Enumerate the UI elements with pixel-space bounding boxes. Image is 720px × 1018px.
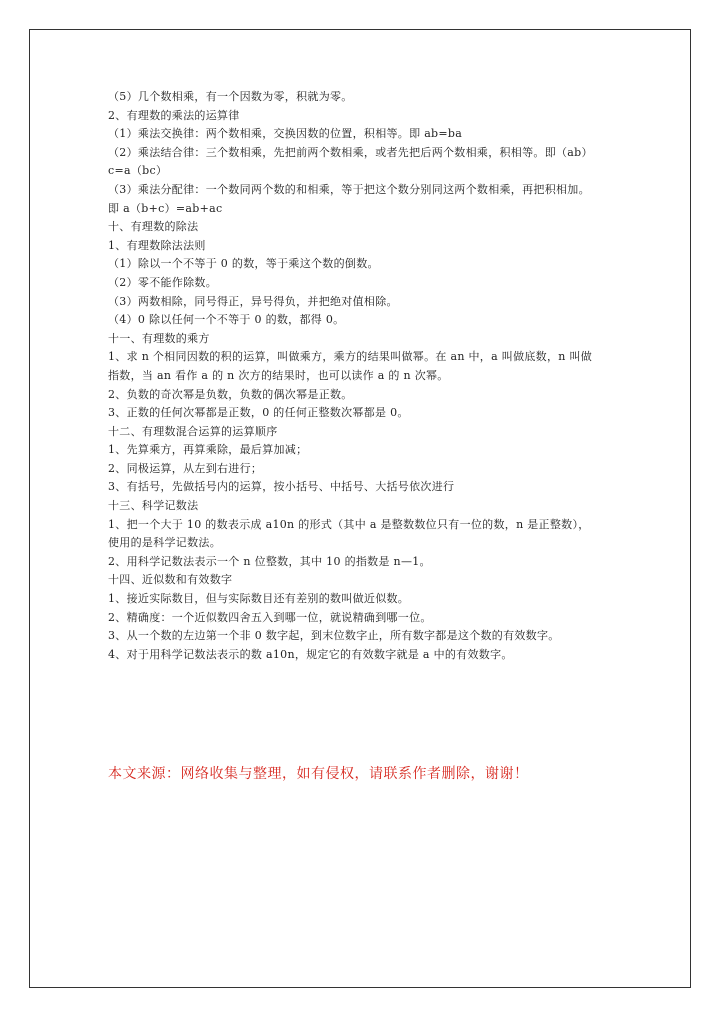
text-line: 1、先算乘方，再算乘除，最后算加减； [108,443,308,457]
text-line: 2、精确度：一个近似数四舍五入到哪一位，就说精确到哪一位。 [108,610,432,624]
text-line: （3）两数相除，同号得正，异号得负，并把绝对值相除。 [108,294,398,308]
text-line: 指数，当 an 看作 a 的 n 次方的结果时，也可以读作 a 的 n 次幂。 [108,368,449,382]
text-line: 1、把一个大于 10 的数表示成 a10n 的形式（其中 a 是整数数位只有一位的数，n 是正整数）， [108,517,590,531]
text-line: 即 a（b+c）=ab+ac [108,201,223,215]
section-heading: 十二、有理数混合运算的运算顺序 [108,424,278,438]
text-line: （4）0 除以任何一个不等于 0 的数，都得 0。 [108,313,345,327]
text-line: （1）除以一个不等于 0 的数，等于乘这个数的倒数。 [108,257,379,271]
text-line: 3、从一个数的左边第一个非 0 数字起，到末位数字止，所有数字都是这个数的有效数字。 [108,629,560,643]
text-line: 2、用科学记数法表示一个 n 位整数，其中 10 的指数是 n—1。 [108,554,431,568]
text-line: c=a（bc） [108,164,168,178]
text-line: 4、对于用科学记数法表示的数 a10n，规定它的有效数字就是 a 中的有效数字。 [108,647,513,661]
text-line: 2、同极运算，从左到右进行； [108,461,263,475]
section-heading: 十、有理数的除法 [108,220,199,234]
source-disclaimer: 本文来源：网络收集与整理，如有侵权，请联系作者删除，谢谢！ [108,766,529,782]
text-line: （2）乘法结合律：三个数相乘，先把前两个数相乘，或者先把后两个数相乘，积相等。即（ab） [108,145,593,159]
text-line: （2）零不能作除数。 [108,275,217,289]
text-line: 1、有理数除法法则 [108,238,206,252]
document-body [108,88,628,664]
section-heading: 十一、有理数的乘方 [108,331,210,345]
text-line: 3、有括号，先做括号内的运算，按小括号、中括号、大括号依次进行 [108,480,455,494]
text-line: 2、负数的奇次幂是负数，负数的偶次幂是正数。 [108,387,353,401]
text-line: 2、有理数的乘法的运算律 [108,108,240,122]
text-line: 1、接近实际数目，但与实际数目还有差别的数叫做近似数。 [108,592,410,606]
text-line: （5）几个数相乘，有一个因数为零，积就为零。 [108,90,353,103]
text-line: 3、正数的任何次幂都是正数，0 的任何正整数次幂都是 0。 [108,406,409,420]
section-heading: 十三、科学记数法 [108,499,199,513]
section-heading: 十四、近似数和有效数字 [108,573,233,587]
text-line: 使用的是科学记数法。 [108,536,221,550]
text-line: 1、求 n 个相同因数的积的运算，叫做乘方，乘方的结果叫做幂。在 an 中，a 叫做底数，n 叫做 [108,350,593,364]
text-line: （3）乘法分配律：一个数同两个数的和相乘，等于把这个数分别同这两个数相乘，再把积相加。 [108,182,590,196]
text-line: （1）乘法交换律：两个数相乘，交换因数的位置，积相等。即 ab=ba [108,127,463,141]
